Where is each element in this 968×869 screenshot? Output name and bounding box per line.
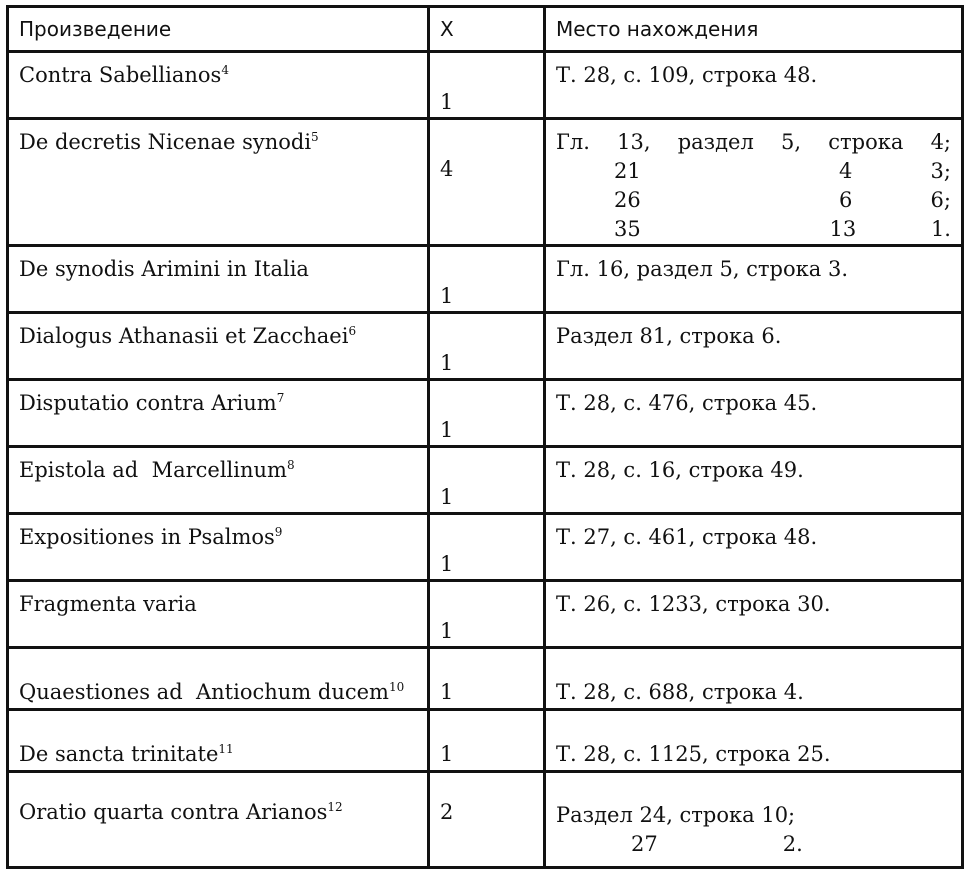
location-cell: Т. 27, с. 461, строка 48. [545,514,963,581]
work-title-cell: Quaestiones ad Antiochum ducem$^{10}$ [8,648,429,710]
table-row [8,380,963,447]
table-row [8,648,963,710]
location-line: 26 6 6; [614,188,951,212]
work-title-cell: Dialogus Athanasii et Zacchaei$^6$ [8,313,429,380]
table-row [8,581,963,648]
location-cell: Т. 28, с. 476, строка 45. [545,380,963,447]
work-title-cell: De sancta trinitate$^{11}$ [8,710,429,772]
footnote-ref: 5 [311,130,319,144]
location-line: Раздел 24, строка 10; [556,803,796,827]
work-title-cell: Disputatio contra Arium$^7$ [8,380,429,447]
count-cell: 1 [429,313,545,380]
table-row [8,447,963,514]
location-cell: Т. 28, с. 688, строка 4. [545,648,963,710]
header-row [8,7,963,52]
location-cell: Раздел 81, строка 6. [545,313,963,380]
table-row [8,772,963,868]
work-title-cell: Expositiones in Psalmos$^9$ [8,514,429,581]
table-row [8,119,963,246]
count-cell: 1 [429,710,545,772]
work-title-cell: Contra Sabellianos$^4$ [8,52,429,119]
location-line: 27 2. [631,832,803,856]
footnote-ref: 7 [276,391,285,405]
location-cell: Гл. 16, раздел 5, строка 3. [545,246,963,313]
works-table [6,5,964,869]
location-cell [545,772,963,868]
count-cell: 4 [429,119,545,246]
work-title-cell: Epistola ad Marcellinum$^8$ [8,447,429,514]
footnote-ref: 8 [286,458,295,472]
table-row [8,246,963,313]
location-cell: Т. 28, с. 109, строка 48. [545,52,963,119]
location-cell: Т. 28, с. 1125, строка 25. [545,710,963,772]
work-title-cell: Oratio quarta contra Arianos$^{12}$ [8,772,429,868]
location-line: Гл. 13, раздел 5, строка 4; [556,130,951,154]
count-cell: 1 [429,514,545,581]
footnote-ref: 4 [221,63,229,77]
count-cell: 1 [429,648,545,710]
work-title-cell: Fragmenta varia [8,581,429,648]
footnote-ref: 11 [218,742,234,756]
header-cell-work: Произведение [8,7,429,52]
header-cell-count: X [429,7,545,52]
location-line: 35 13 1. [614,217,951,241]
count-cell: 1 [429,380,545,447]
footnote-ref: 9 [274,525,283,539]
location-cell: Т. 26, с. 1233, строка 30. [545,581,963,648]
table-row [8,514,963,581]
location-cell [545,119,963,246]
table-row [8,313,963,380]
count-cell: 1 [429,581,545,648]
footnote-ref: 10 [388,680,405,694]
count-cell: 1 [429,246,545,313]
table-row [8,52,963,119]
footnote-ref: 6 [348,324,357,338]
work-title-cell: De synodis Arimini in Italia [8,246,429,313]
footnote-ref: 12 [327,800,343,814]
location-cell: Т. 28, с. 16, строка 49. [545,447,963,514]
location-line: 21 4 3; [614,159,951,183]
table-row [8,710,963,772]
count-cell: 1 [429,447,545,514]
header-cell-location: Место нахождения [545,7,963,52]
work-title-cell: De decretis Nicenae synodi$^5$ [8,119,429,246]
count-cell: 1 [429,52,545,119]
count-cell: 2 [429,772,545,868]
